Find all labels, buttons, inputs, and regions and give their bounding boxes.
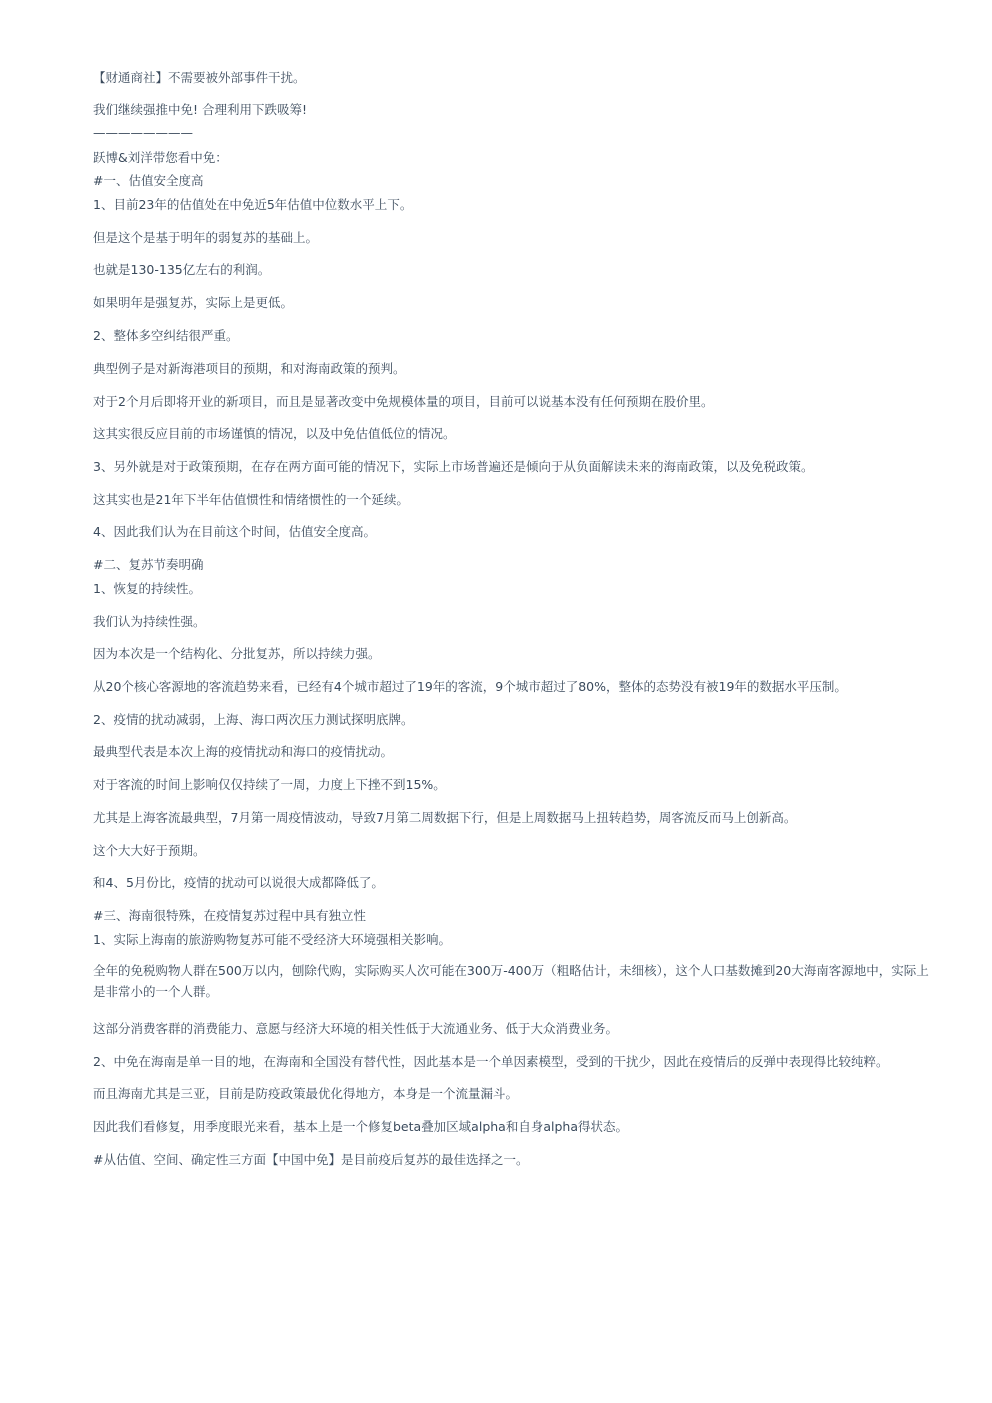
paragraph: 2、整体多空纠结很严重。 — [93, 328, 239, 343]
paragraph: 1、恢复的持续性。 — [93, 581, 201, 596]
paragraph: 1、实际上海南的旅游购物复苏可能不受经济大环境强相关影响。 — [93, 932, 451, 947]
paragraph: 但是这个是基于明年的弱复苏的基础上。 — [93, 230, 319, 245]
paragraph: 因为本次是一个结构化、分批复苏，所以持续力强。 — [93, 646, 381, 661]
paragraph: 我们认为持续性强。 — [93, 614, 206, 629]
paragraph: 4、因此我们认为在目前这个时间，估值安全度高。 — [93, 524, 376, 539]
intro-line: 我们继续强推中免! 合理利用下跌吸筹! — [93, 102, 307, 117]
paragraph: 典型例子是对新海港项目的预期，和对海南政策的预判。 — [93, 361, 406, 376]
paragraph: 而且海南尤其是三亚，目前是防疫政策最优化得地方，本身是一个流量漏斗。 — [93, 1086, 519, 1101]
section-heading-2: #二、复苏节奏明确 — [93, 557, 204, 572]
paragraph: 这部分消费客群的消费能力、意愿与经济大环境的相关性低于大流通业务、低于大众消费业务。 — [93, 1021, 619, 1036]
paragraph: 因此我们看修复，用季度眼光来看，基本上是一个修复beta叠加区域alpha和自身alpha得状态。 — [93, 1119, 628, 1134]
paragraph: 最典型代表是本次上海的疫情扰动和海口的疫情扰动。 — [93, 744, 394, 759]
paragraph: 1、目前23年的估值处在中免近5年估值中位数水平上下。 — [93, 197, 413, 212]
conclusion-line: #从估值、空间、确定性三方面【中国中免】是目前疫后复苏的最佳选择之一。 — [93, 1152, 529, 1167]
paragraph: 这个大大好于预期。 — [93, 843, 206, 858]
paragraph: 和4、5月份比，疫情的扰动可以说很大成都降低了。 — [93, 875, 384, 890]
paragraph: 全年的免税购物人群在500万以内，刨除代购，实际购买人次可能在300万-400万（粗略估计，未细核），这个人口基数摊到20大海南客源地中，实际上是非常小的一个人群。 — [93, 963, 929, 999]
paragraph: 如果明年是强复苏，实际上是更低。 — [93, 295, 294, 310]
authors-line: 跃博&刘洋带您看中免： — [93, 150, 228, 165]
section-heading-3: #三、海南很特殊，在疫情复苏过程中具有独立性 — [93, 908, 366, 923]
divider-line: ———————— — [93, 125, 193, 140]
paragraph: 对于客流的时间上影响仅仅持续了一周，力度上下挫不到15%。 — [93, 777, 446, 792]
paragraph: 2、疫情的扰动减弱，上海、海口两次压力测试探明底牌。 — [93, 712, 414, 727]
section-heading-1: #一、估值安全度高 — [93, 173, 204, 188]
paragraph: 尤其是上海客流最典型，7月第一周疫情波动，导致7月第二周数据下行，但是上周数据马上扭转趋势，周客流反而马上创新高。 — [93, 810, 797, 825]
paragraph: 3、另外就是对于政策预期，在存在两方面可能的情况下，实际上市场普遍还是倾向于从负面解读未来的海南政策，以及免税政策。 — [93, 459, 814, 474]
paragraph: 这其实也是21年下半年估值惯性和情绪惯性的一个延续。 — [93, 492, 409, 507]
paragraph: 2、中免在海南是单一目的地，在海南和全国没有替代性，因此基本是一个单因素模型，受到的干扰少，因此在疫情后的反弹中表现得比较纯粹。 — [93, 1054, 889, 1069]
paragraph: 这其实很反应目前的市场谨慎的情况，以及中免估值低位的情况。 — [93, 426, 456, 441]
paragraph: 从20个核心客源地的客流趋势来看，已经有4个城市超过了19年的客流，9个城市超过了80%，整体的态势没有被19年的数据水平压制。 — [93, 679, 847, 694]
paragraph: 对于2个月后即将开业的新项目，而且是显著改变中免规模体量的项目，目前可以说基本没有任何预期在股价里。 — [93, 394, 714, 409]
paragraph: 也就是130-135亿左右的利润。 — [93, 262, 271, 277]
intro-title: 【财通商社】不需要被外部事件干扰。 — [93, 70, 306, 85]
